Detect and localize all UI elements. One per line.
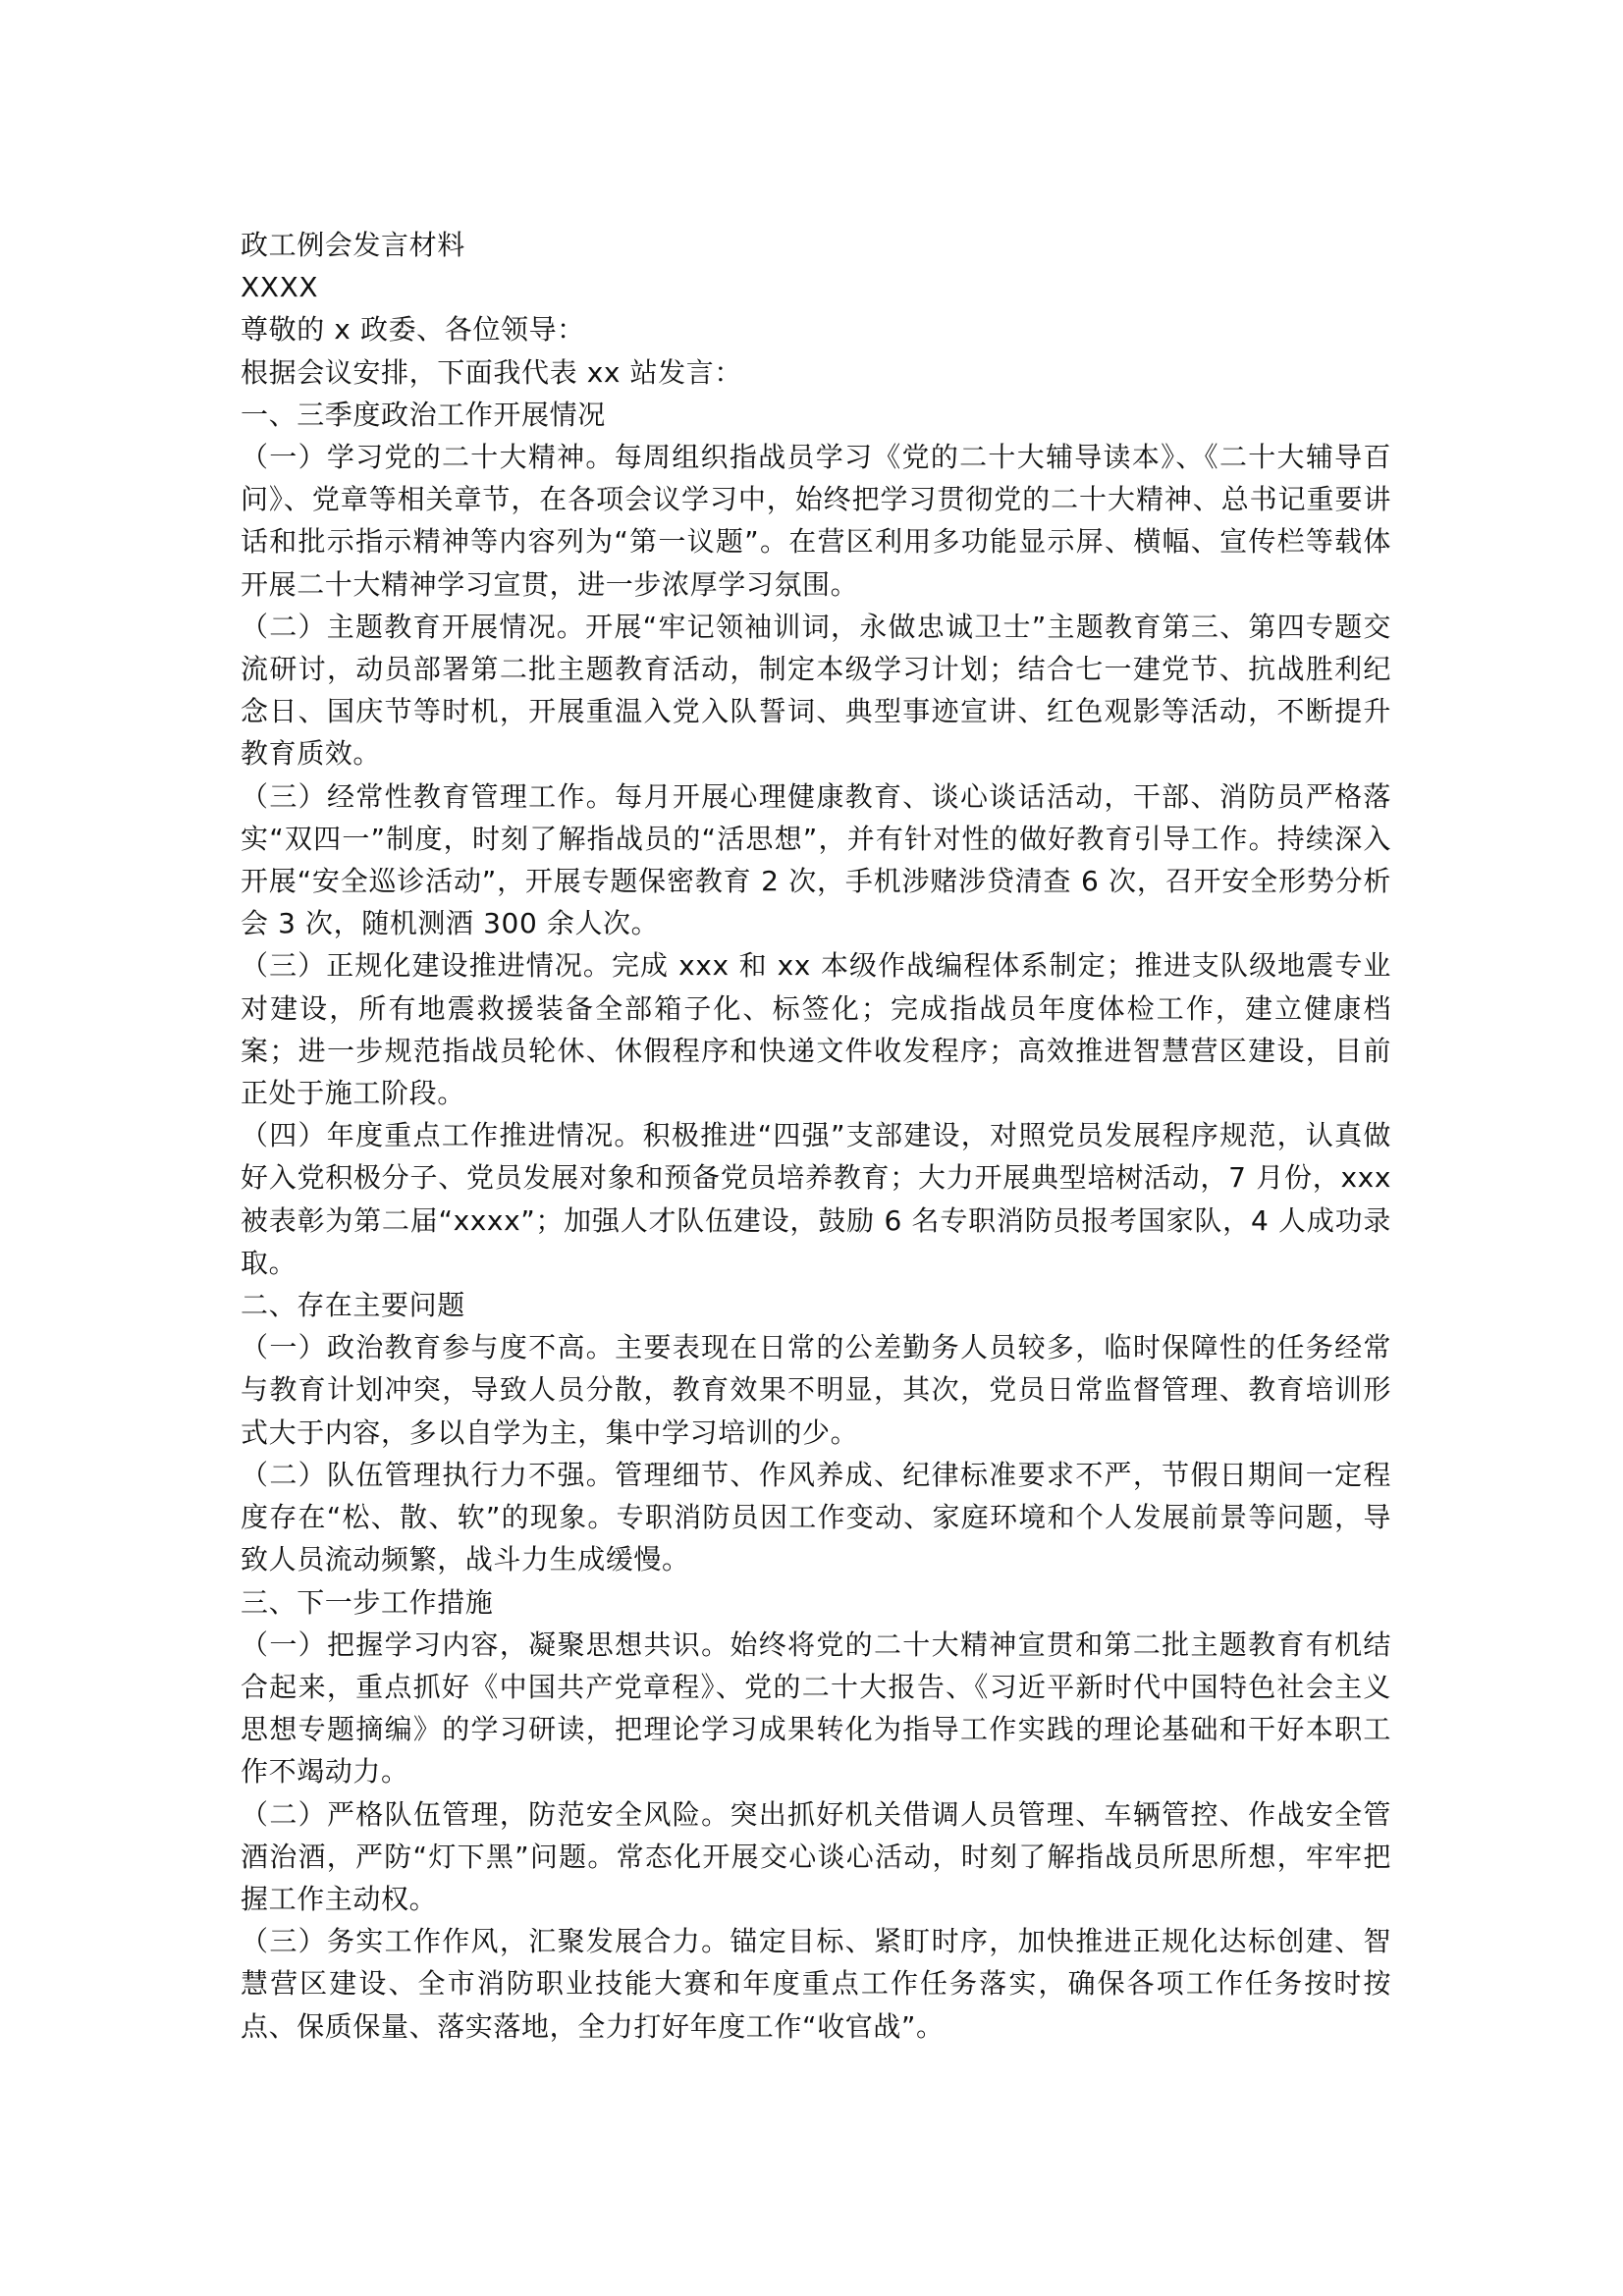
paragraph: （三）正规化建设推进情况。完成 xxx 和 xx 本级作战编程体系制定；推进支队级地震专业对建设，所有地震救援装备全部箱子化、标签化；完成指战员年度体检工作，建立健康档案；进一步规范指战员轮休、休假程序和快递文件收发程序；高效推进智慧营区建设，目前正处于施工阶段。 [241, 949, 1391, 1110]
section-heading: 三、下一步工作措施 [241, 1585, 494, 1619]
paragraph: （二）队伍管理执行力不强。管理细节、作风养成、纪律标准要求不严，节假日期间一定程度存在“松、散、软”的现象。专职消防员因工作变动、家庭环境和个人发展前景等问题，导致人员流动频繁，战斗力生成缓慢。 [241, 1458, 1391, 1576]
document-page [241, 224, 1391, 2048]
section-work-progress [241, 394, 1391, 1284]
section-heading: 一、三季度政治工作开展情况 [241, 398, 606, 431]
paragraph: （三）务实工作作风，汇聚发展合力。锚定目标、紧盯时序，加快推进正规化达标创建、智慧营区建设、全市消防职业技能大赛和年度重点工作任务落实，确保各项工作任务按时按点、保质保量、落实落地，全力打好年度工作“收官战”。 [241, 1925, 1391, 2043]
paragraph: （四）年度重点工作推进情况。积极推进“四强”支部建设，对照党员发展程序规范，认真做好入党积极分子、党员发展对象和预备党员培养教育；大力开展典型培树活动，7 月份，xxx 被表彰为第二届“xxxx”；加强人才队伍建设，鼓励 6 名专职消防员报考国家队，4 人成功录取。 [241, 1119, 1391, 1279]
paragraph: （三）经常性教育管理工作。每月开展心理健康教育、谈心谈话活动，干部、消防员严格落实“双四一”制度，时刻了解指战员的“活思想”，并有针对性的做好教育引导工作。持续深入开展“安全巡诊活动”，开展专题保密教育 2 次，手机涉赌涉贷清查 6 次，召开安全形势分析会 3 次，随机测酒 300 余人次。 [241, 779, 1391, 940]
document-author: XXXX [241, 271, 319, 304]
intro-line: 根据会议安排，下面我代表 xx 站发言： [241, 355, 742, 389]
paragraph: （二）主题教育开展情况。开展“牢记领袖训词，永做忠诚卫士”主题教育第三、第四专题交流研讨，动员部署第二批主题教育活动，制定本级学习计划；结合七一建党节、抗战胜利纪念日、国庆节等时机，开展重温入党入队誓词、典型事迹宣讲、红色观影等活动，不断提升教育质效。 [241, 610, 1391, 771]
paragraph: （一）学习党的二十大精神。每周组织指战员学习《党的二十大辅导读本》、《二十大辅导百问》、党章等相关章节，在各项会议学习中，始终把学习贯彻党的二十大精神、总书记重要讲话和批示指示精神等内容列为“第一议题”。在营区利用多功能显示屏、横幅、宣传栏等载体开展二十大精神学习宣贯，进一步浓厚学习氛围。 [241, 441, 1391, 601]
paragraph: （一）政治教育参与度不高。主要表现在日常的公差勤务人员较多，临时保障性的任务经常与教育计划冲突，导致人员分散，教育效果不明显，其次，党员日常监督管理、教育培训形式大于内容，多以自学为主，集中学习培训的少。 [241, 1331, 1391, 1449]
section-main-problems [241, 1284, 1391, 1580]
paragraph: （一）把握学习内容，凝聚思想共识。始终将党的二十大精神宣贯和第二批主题教育有机结合起来，重点抓好《中国共产党章程》、党的二十大报告、《习近平新时代中国特色社会主义思想专题摘编》的学习研读，把理论学习成果转化为指导工作实践的理论基础和干好本职工作不竭动力。 [241, 1628, 1391, 1789]
document-title: 政工例会发言材料 [241, 229, 465, 261]
section-next-steps [241, 1581, 1391, 2048]
paragraph: （二）严格队伍管理，防范安全风险。突出抓好机关借调人员管理、车辆管控、作战安全管酒治酒，严防“灯下黑”问题。常态化开展交心谈心活动，时刻了解指战员所思所想，牢牢把握工作主动权。 [241, 1797, 1391, 1915]
salutation: 尊敬的 x 政委、各位领导： [241, 313, 585, 347]
section-heading: 二、存在主要问题 [241, 1289, 465, 1322]
